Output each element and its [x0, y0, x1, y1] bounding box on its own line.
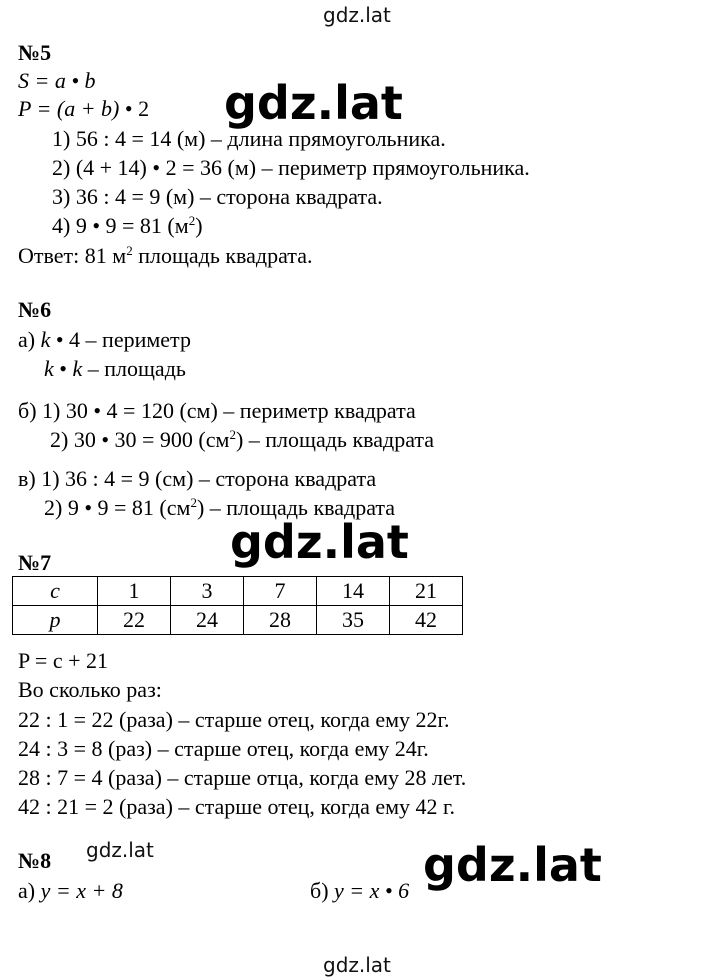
table-cell: 42 [390, 606, 463, 635]
watermark-top: gdz.lat [323, 3, 391, 27]
table-cell: 22 [98, 606, 171, 635]
watermark-large-3: gdz.lat [423, 838, 602, 892]
b2-rest: ) – площадь квадрата [235, 427, 435, 452]
row-header-p: p [13, 606, 98, 635]
8a-prefix: а) [18, 878, 41, 903]
problem-5-step-1: 1) 56 : 4 = 14 (м) – длина прямоугольника. [52, 126, 446, 151]
table-cell: 21 [390, 577, 463, 606]
problem-6-heading: №6 [18, 297, 52, 322]
step-4-exponent: 2 [188, 213, 196, 228]
answer-rest: площадь квадрата. [132, 243, 313, 268]
table-row [13, 577, 463, 606]
problem-6-a-line-1 [18, 327, 191, 353]
8b-formula: y = x • 6 [334, 878, 410, 903]
8a-formula: y = x + 8 [40, 878, 123, 903]
perimeter-formula-tail: • 2 [119, 96, 150, 121]
a2-mid: • [53, 356, 73, 381]
problem-7-formula: P = c + 21 [18, 648, 108, 673]
problem-5-answer [18, 243, 312, 269]
table-row [13, 606, 463, 635]
table-cell: 28 [244, 606, 317, 635]
step-4-close: ) [195, 213, 203, 238]
age-table [12, 576, 463, 635]
problem-7-question: Во сколько раз: [18, 677, 162, 702]
perimeter-formula [18, 96, 149, 122]
watermark-large-1: gdz.lat [224, 76, 403, 130]
problem-5-step-4 [52, 213, 203, 239]
table-cell: 35 [317, 606, 390, 635]
problem-8-a [18, 878, 123, 904]
step-4-text: 4) 9 • 9 = 81 (м [52, 213, 189, 238]
perimeter-formula-main: P = (a + b) [18, 96, 120, 121]
a1-rest: • 4 – периметр [50, 327, 191, 352]
table-cell: 7 [244, 577, 317, 606]
var-k-2: k [72, 356, 83, 381]
watermark-bottom: gdz.lat [323, 953, 391, 977]
problem-7-line-2: 24 : 3 = 8 (раз) – старше отец, когда ему 24г. [18, 736, 429, 761]
problem-8-heading: №8 [18, 848, 52, 873]
problem-7-heading: №7 [18, 550, 52, 575]
b2-text: 2) 30 • 30 = 900 (см [50, 427, 230, 452]
problem-8-b [310, 878, 409, 904]
a2-rest: – площадь [82, 356, 186, 381]
c2-exponent: 2 [190, 495, 197, 510]
table-cell: 3 [171, 577, 244, 606]
row-header-c: c [13, 577, 98, 606]
c2-text: 2) 9 • 9 = 81 (см [44, 495, 191, 520]
watermark-large-2: gdz.lat [230, 515, 409, 569]
problem-6-b-line-2 [50, 427, 434, 453]
problem-5-step-3: 3) 36 : 4 = 9 (м) – сторона квадрата. [52, 184, 383, 209]
problem-6-c-line-1: в) 1) 36 : 4 = 9 (см) – сторона квадрата [18, 466, 377, 491]
8b-prefix: б) [310, 878, 335, 903]
table-cell: 24 [171, 606, 244, 635]
problem-6-c-line-2 [44, 495, 395, 521]
problem-7-line-3: 28 : 7 = 4 (раза) – старше отца, когда ему 28 лет. [18, 765, 467, 790]
problem-5-heading: №5 [18, 40, 52, 65]
problem-5-step-2: 2) (4 + 14) • 2 = 36 (м) – периметр прямоугольника. [52, 155, 530, 180]
answer-exponent: 2 [126, 243, 133, 258]
problem-6-a-line-2 [44, 356, 186, 382]
var-k: k [40, 327, 51, 352]
var-k-1: k [44, 356, 54, 381]
b2-exponent: 2 [229, 427, 236, 442]
a-prefix: а) [18, 327, 41, 352]
watermark-small-mid: gdz.lat [86, 838, 154, 862]
problem-6-b-line-1: б) 1) 30 • 4 = 120 (см) – периметр квадрата [18, 398, 416, 423]
table-cell: 1 [98, 577, 171, 606]
problem-7-line-4: 42 : 21 = 2 (раза) – старше отец, когда ему 42 г. [18, 794, 456, 819]
problem-7-line-1: 22 : 1 = 22 (раза) – старше отец, когда ему 22г. [18, 707, 450, 732]
answer-text: Ответ: 81 м [18, 243, 127, 268]
c2-rest: ) – площадь квадрата [196, 495, 396, 520]
table-cell: 14 [317, 577, 390, 606]
area-formula: S = a • b [18, 68, 96, 93]
